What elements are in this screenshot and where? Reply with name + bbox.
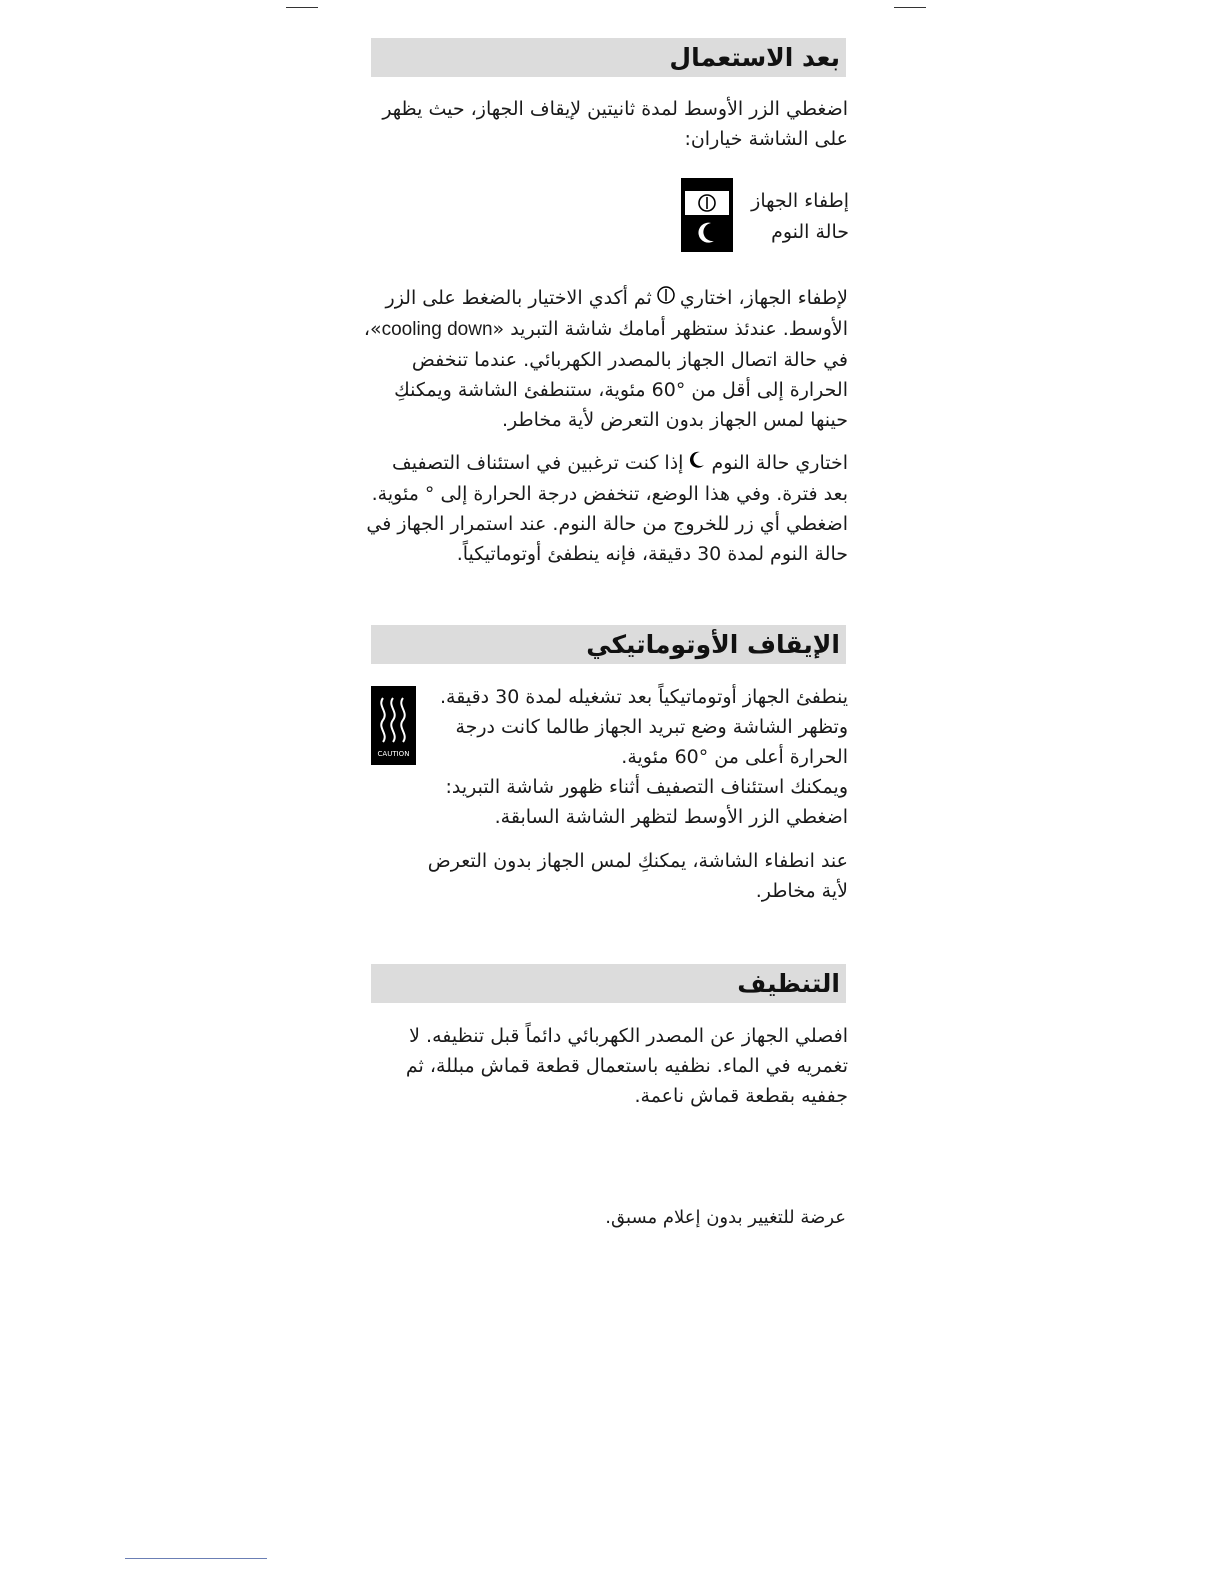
footer-note-text: عرضة للتغيير بدون إعلام مسبق. (605, 1207, 846, 1228)
moon-icon (684, 218, 730, 248)
power-off-text-a: لإطفاء الجهاز، اختاري (679, 287, 848, 309)
power-off-text-c: »، في حالة اتصال الجهاز بالمصدر الكهربائي. عندما تنخفض الحرارة إلى أقل من °60 مئوية، ستنطفئ الشاشة ويمكنكِ حينها لمس الجهاز بدون التعرض لأية مخاطر. (363, 317, 848, 431)
section-heading-cleaning: التنظيف (371, 964, 846, 1003)
auto-off-para-2-text: عند انطفاء الشاشة، يمكنكِ لمس الجهاز بدون التعرض لأية مخاطر. (427, 850, 848, 902)
section-heading-after-use: بعد الاستعمال (371, 38, 846, 77)
options-icon-panel (681, 178, 733, 252)
auto-off-line-5: اضغطي الزر الأوسط لتظهر الشاشة السابقة. (494, 806, 848, 828)
auto-off-lines (362, 682, 848, 832)
sleep-text (362, 448, 848, 569)
cleaning-text: افصلي الجهاز عن المصدر الكهربائي دائماً قبل تنظيفه. لا تغمريه في الماء. نظفيه باستعمال قطعة قماش مبللة، ثم جففيه بقطعة قماش ناعمة. (405, 1025, 848, 1107)
sleep-text-a: اختاري حالة النوم (711, 452, 848, 474)
auto-off-line-2: وتظهر الشاشة وضع تبريد الجهاز طالما كانت درجة (455, 716, 848, 738)
moon-icon (687, 449, 707, 479)
power-off-text-b: ثم أكدي الاختيار بالضغط على الزر الأوسط. عندئذ ستظهر أمامك شاشة التبريد « (385, 287, 848, 340)
shutdown-options (681, 178, 849, 252)
power-off-text (362, 283, 848, 435)
auto-off-line-4: ويمكنك استئناف التصفيف أثناء ظهور شاشة التبريد: (445, 776, 848, 798)
option-label-power-off: إطفاء الجهاز (751, 190, 849, 212)
auto-off-line-1: ينطفئ الجهاز أوتوماتيكياً بعد تشغيله لمدة 30 دقيقة. (440, 686, 848, 708)
caution-label: CAUTION (377, 750, 410, 758)
crop-mark-right (894, 7, 926, 8)
after-use-intro-text: اضغطي الزر الأوسط لمدة ثانيتين لإيقاف الجهاز، حيث يظهر على الشاشة خياران: (382, 98, 848, 150)
cooling-down-term: cooling down (381, 318, 493, 340)
footer-note (362, 1203, 848, 1233)
sleep-paragraph (362, 448, 848, 569)
sleep-text-b: إذا كنت ترغبين في استئناف التصفيف بعد فترة. وفي هذا الوضع، تنخفض درجة الحرارة إلى ° مئوية. اضغطي أي زر للخروج من حالة النوم. عند استمرار الجهاز في حالة النوم لمدة 30 دقيقة، فإنه ينطفئ أوتوماتيكياً. (366, 452, 848, 565)
power-icon (684, 190, 730, 216)
power-off-paragraph (362, 283, 848, 435)
after-use-intro (362, 94, 848, 154)
crop-mark-left (286, 7, 318, 8)
section-heading-auto-off: الإيقاف الأوتوماتيكي (371, 625, 846, 664)
cleaning-paragraph (392, 1021, 848, 1111)
footnote-separator (125, 1558, 267, 1559)
auto-off-paragraph-2 (420, 846, 848, 906)
auto-off-line-3: الحرارة أعلى من °60 مئوية. (621, 746, 848, 768)
option-label-sleep: حالة النوم (771, 221, 849, 243)
power-icon (656, 284, 676, 314)
